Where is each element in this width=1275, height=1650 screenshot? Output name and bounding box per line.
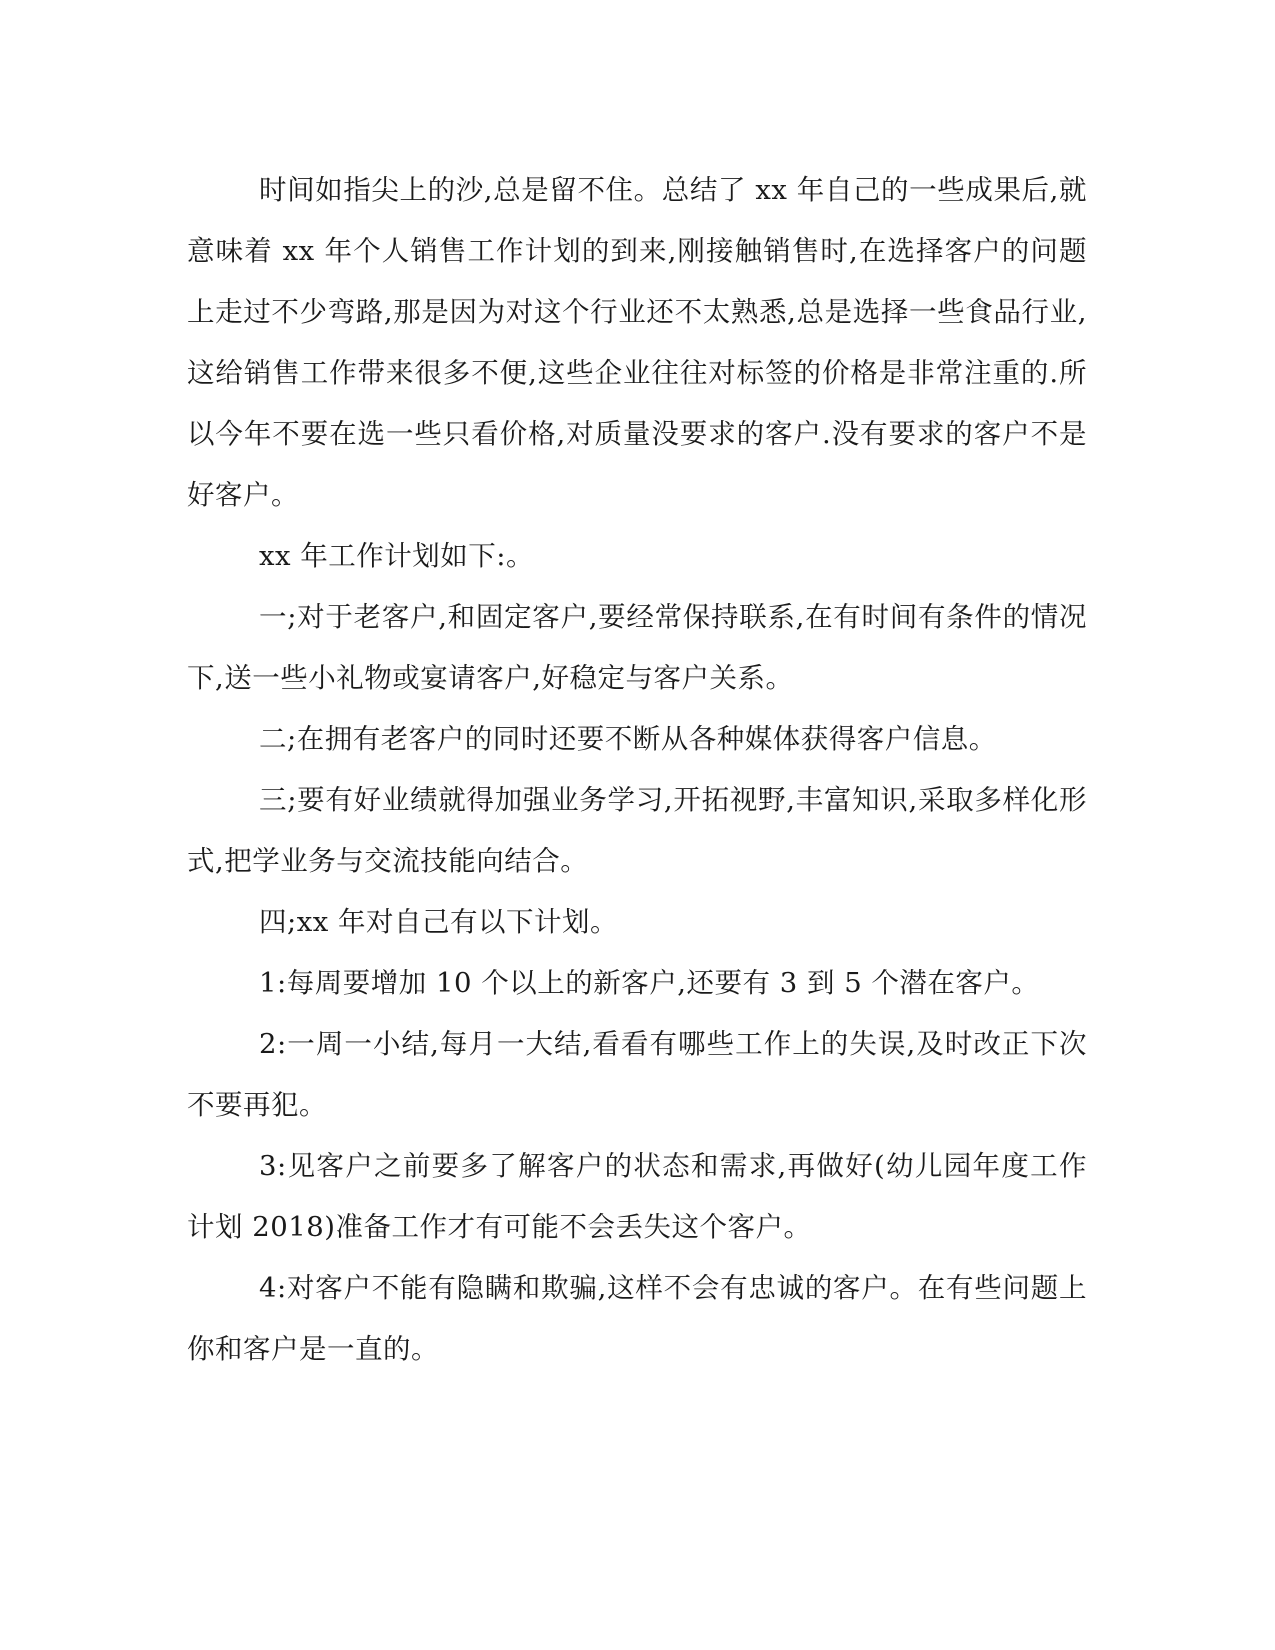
document-body: [187, 160, 1087, 1380]
paragraph-item-3: 三;要有好业绩就得加强业务学习,开拓视野,丰富知识,采取多样化形式,把学业务与交流技能向结合。: [187, 784, 1087, 877]
paragraph-plan-heading: xx 年工作计划如下:。: [259, 540, 535, 572]
paragraph-item-1: 一;对于老客户,和固定客户,要经常保持联系,在有时间有条件的情况下,送一些小礼物或宴请客户,好稳定与客户关系。: [187, 601, 1087, 694]
paragraph-subitem-3: 3:见客户之前要多了解客户的状态和需求,再做好(幼儿园年度工作计划 2018)准备工作才有可能不会丢失这个客户。: [187, 1150, 1087, 1243]
paragraph-item-2: 二;在拥有老客户的同时还要不断从各种媒体获得客户信息。: [259, 723, 997, 755]
paragraph-intro: 时间如指尖上的沙,总是留不住。总结了 xx 年自己的一些成果后,就意味着 xx 年个人销售工作计划的到来,刚接触销售时,在选择客户的问题上走过不少弯路,那是因为对这个行业还不太熟悉,总是选择一些食品行业,这给销售工作带来很多不便,这些企业往往对标签的价格是非常注重的.所以今年不要在选一些只看价格,对质量没要求的客户.没有要求的客户不是好客户。: [187, 174, 1087, 511]
paragraph-subitem-4: 4:对客户不能有隐瞒和欺骗,这样不会有忠诚的客户。在有些问题上你和客户是一直的。: [187, 1272, 1087, 1365]
paragraph-subitem-2: 2:一周一小结,每月一大结,看看有哪些工作上的失误,及时改正下次不要再犯。: [187, 1028, 1087, 1121]
paragraph-subitem-1: 1:每周要增加 10 个以上的新客户,还要有 3 到 5 个潜在客户。: [259, 967, 1040, 999]
paragraph-item-4: 四;xx 年对自己有以下计划。: [259, 906, 619, 938]
